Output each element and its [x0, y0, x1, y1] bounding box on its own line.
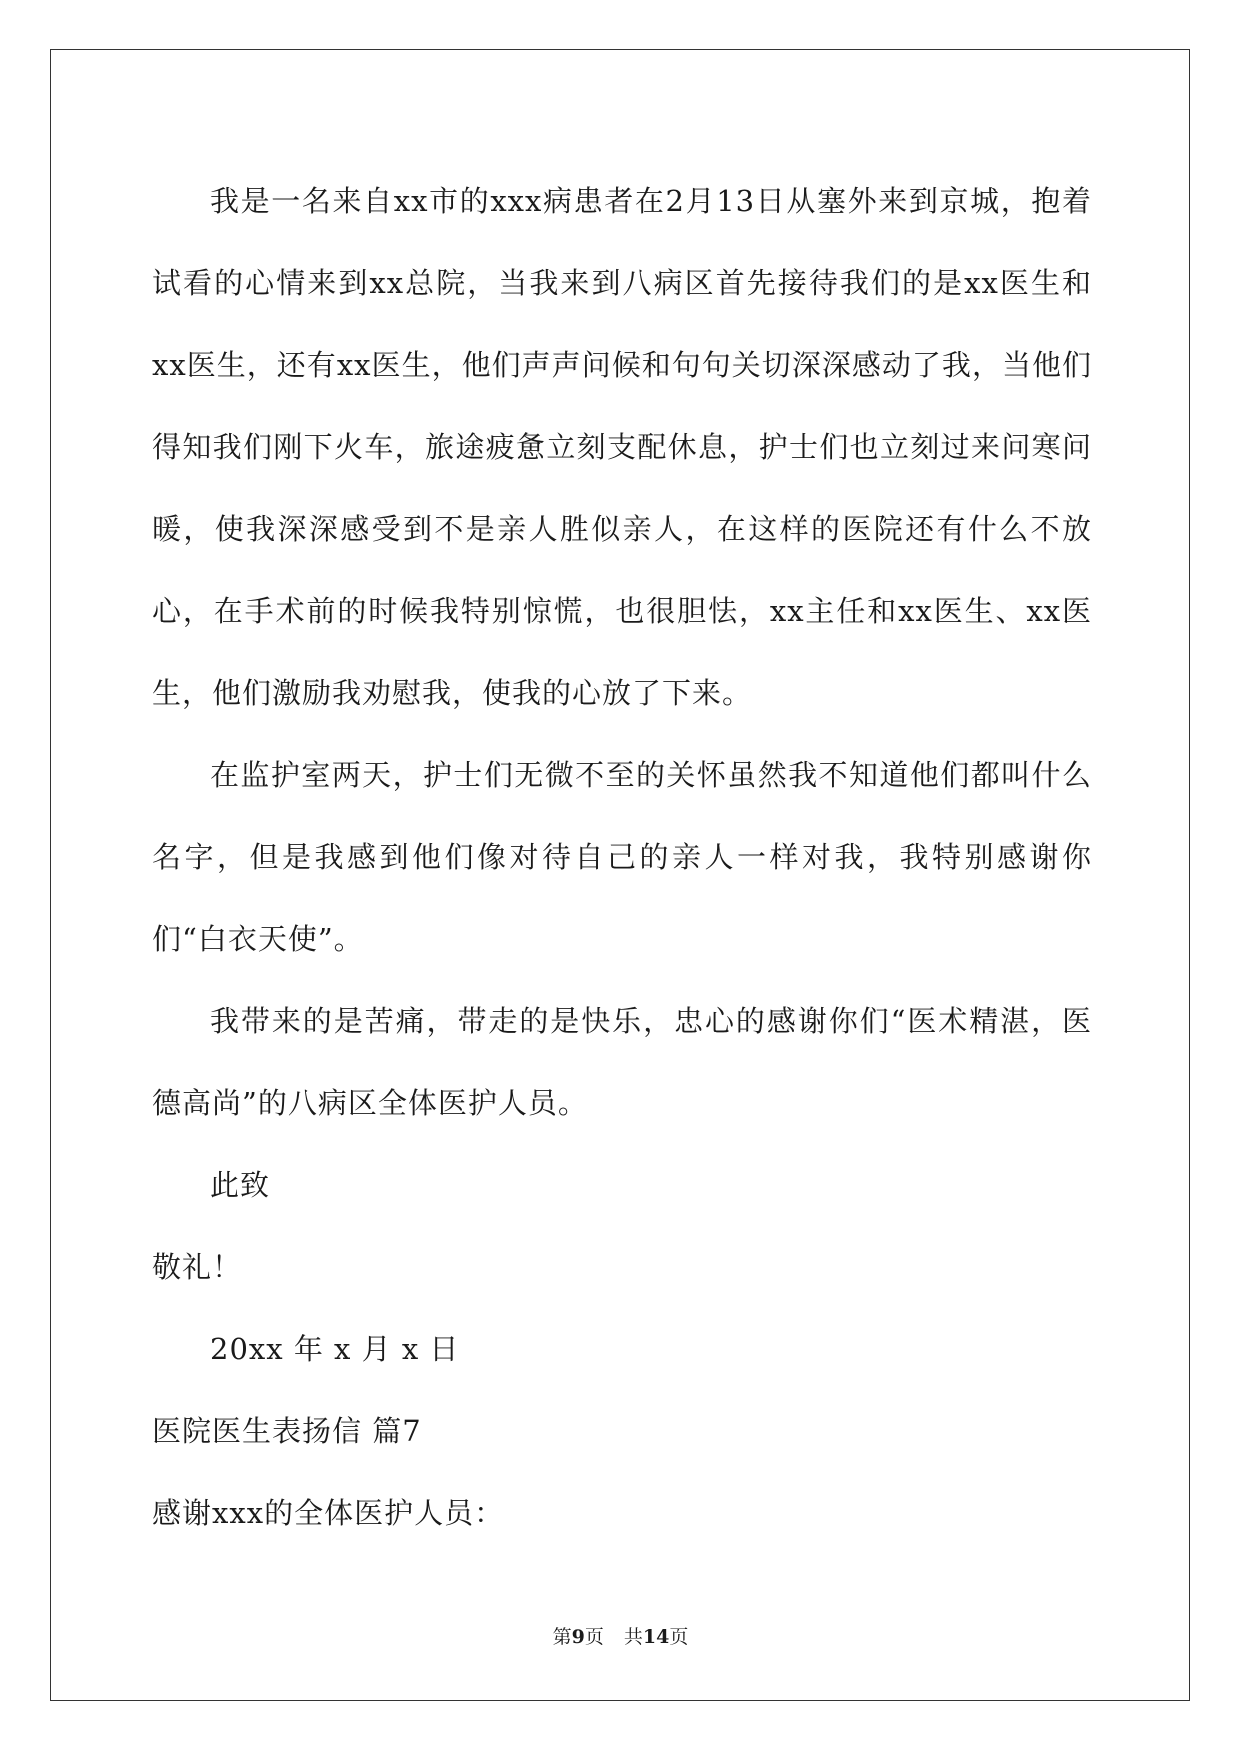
- next-letter-greeting: 感谢xxx的全体医护人员：: [152, 1496, 505, 1530]
- footer-suffix: 页: [669, 1626, 689, 1648]
- date-line: 20xx 年 x 月 x 日: [210, 1332, 460, 1366]
- footer-total-prefix: 共: [623, 1626, 643, 1648]
- page-footer: [0, 1622, 1241, 1649]
- next-letter-title: 医院医生表扬信 篇7: [152, 1414, 422, 1448]
- salute-line: 敬礼！: [152, 1250, 243, 1284]
- footer-page-word: 页: [584, 1626, 604, 1648]
- footer-prefix: 第: [552, 1626, 572, 1648]
- paragraph-2: 在监护室两天，护士们无微不至的关怀虽然我不知道他们都叫什么名字，但是我感到他们像对待自己的亲人一样对我，我特别感谢你们“白衣天使”。: [152, 758, 1092, 956]
- closing-line: 此致: [210, 1168, 271, 1202]
- paragraph-1: 我是一名来自xx市的xxx病患者在2月13日从塞外来到京城，抱着试看的心情来到xx总院，当我来到八病区首先接待我们的是xx医生和xx医生，还有xx医生，他们声声问候和句句关切深深感动了我，当他们得知我们刚下火车，旅途疲惫立刻支配休息，护士们也立刻过来问寒问暖，使我深深感受到不是亲人胜似亲人，在这样的医院还有什么不放心，在手术前的时候我特别惊慌，也很胆怯，xx主任和xx医生、xx医生，他们激励我劝慰我，使我的心放了下来。: [152, 184, 1092, 710]
- paragraph-3: 我带来的是苦痛，带走的是快乐，忠心的感谢你们“医术精湛，医德高尚”的八病区全体医护人员。: [152, 1004, 1092, 1120]
- letter-body: [152, 160, 1092, 1554]
- current-page-number: 9: [571, 1626, 585, 1648]
- total-page-number: 14: [642, 1626, 670, 1648]
